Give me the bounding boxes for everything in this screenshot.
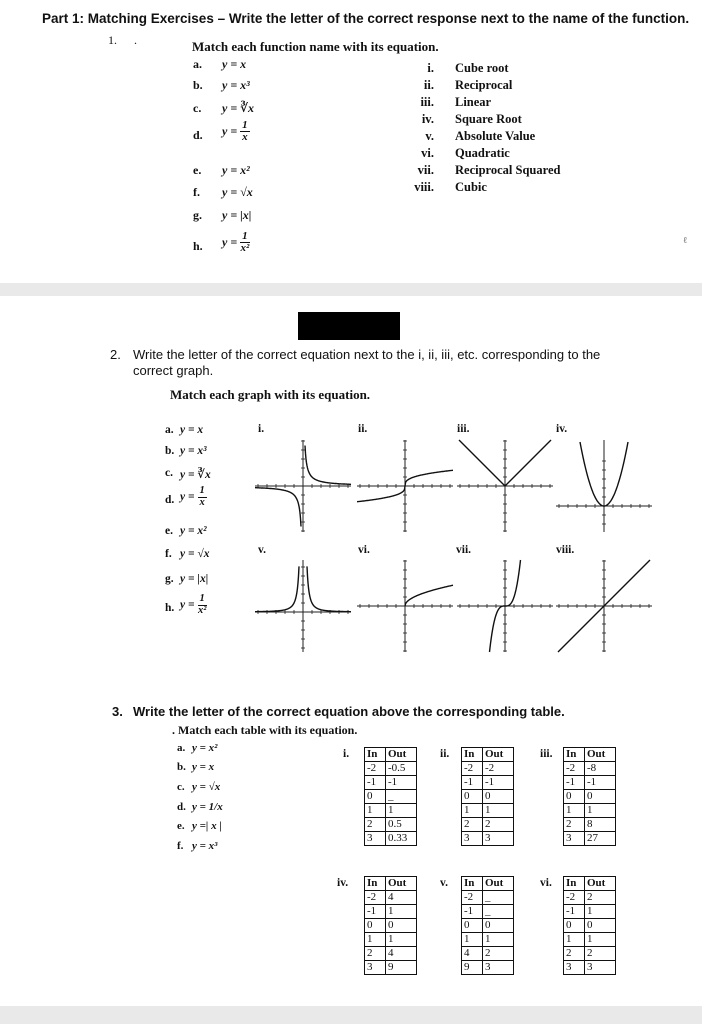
function-curve <box>255 566 299 611</box>
table-cell-in: -1 <box>462 776 483 790</box>
table-cell-out: 27 <box>585 832 616 846</box>
table-row <box>365 919 417 933</box>
equation-expression: y = x² <box>192 742 218 754</box>
question-1-instruction: Match each function name with its equation. <box>192 39 439 54</box>
equation-expression: y = 1/x <box>192 801 223 813</box>
equation-letter: e. <box>193 163 202 177</box>
table-row <box>462 933 514 947</box>
table-row <box>564 947 616 961</box>
graph-plot <box>554 558 654 654</box>
table-cell-in: 0 <box>462 790 483 804</box>
equation-letter: f. <box>193 185 200 199</box>
table-row <box>365 933 417 947</box>
fraction-denominator: x² <box>240 242 250 254</box>
equation-letter: e. <box>177 820 185 832</box>
function-name-numeral: v. <box>425 129 434 143</box>
graph-label: iii. <box>457 423 470 435</box>
equation-letter: h. <box>193 239 203 253</box>
table-cell-in: 1 <box>564 933 585 947</box>
function-name-label: Quadratic <box>455 146 510 160</box>
function-curve <box>255 488 301 527</box>
table-header-out: Out <box>483 748 514 762</box>
table-header-row <box>564 748 616 762</box>
table-header-in: In <box>365 748 386 762</box>
equation-expression: y = ∛x <box>222 101 255 115</box>
fraction-numerator: 1 <box>242 119 248 131</box>
function-name-numeral: vii. <box>417 163 434 177</box>
table-row <box>564 762 616 776</box>
function-curve <box>405 585 453 606</box>
table-row <box>365 790 417 804</box>
table-cell-out: 2 <box>483 818 514 832</box>
function-curve <box>307 566 351 611</box>
table-cell-out: 3 <box>585 961 616 975</box>
table-cell-in: -1 <box>564 776 585 790</box>
table-row <box>365 762 417 776</box>
table-header-in: In <box>564 748 585 762</box>
question-2-text-line2: correct graph. <box>133 363 214 378</box>
table-row <box>564 804 616 818</box>
function-name-numeral: vi. <box>421 146 434 160</box>
equation-fraction-expression <box>222 120 250 143</box>
graph-plot <box>253 438 353 534</box>
graph-plot <box>355 558 455 654</box>
table-cell-in: 2 <box>365 947 386 961</box>
table-cell-out: _ <box>483 891 514 905</box>
part1-header: Part 1: Matching Exercises – Write the letter of the correct response next to the name of the function. <box>42 11 690 26</box>
graph-label: i. <box>258 423 265 435</box>
table-row <box>462 919 514 933</box>
fraction-numerator: 1 <box>199 485 205 496</box>
fraction-denominator: x <box>242 131 248 143</box>
data-table <box>563 876 616 975</box>
data-table <box>461 876 514 975</box>
graph-plot <box>455 558 555 654</box>
table-cell-in: -2 <box>365 891 386 905</box>
table-header-row <box>462 748 514 762</box>
table-cell-in: -1 <box>365 905 386 919</box>
fraction <box>198 486 207 508</box>
equation-expression: y = x² <box>222 163 250 177</box>
function-curve <box>305 446 351 485</box>
table-cell-in: 0 <box>564 919 585 933</box>
function-name-label: Absolute Value <box>455 129 536 143</box>
fraction <box>240 120 250 143</box>
equation-expression: y = x³ <box>180 445 207 457</box>
table-cell-out: 0 <box>483 919 514 933</box>
table-cell-in: 0 <box>564 790 585 804</box>
equation-expression: y = √x <box>222 185 253 199</box>
table-cell-out: 0.5 <box>386 818 417 832</box>
table-cell-out: 3 <box>483 961 514 975</box>
table-cell-in: 1 <box>564 804 585 818</box>
fraction <box>198 594 207 616</box>
table-cell-out: -1 <box>483 776 514 790</box>
table-cell-in: 1 <box>365 933 386 947</box>
equation-letter: c. <box>193 101 202 115</box>
table-cell-out: 8 <box>585 818 616 832</box>
table-cell-in: 0 <box>462 919 483 933</box>
table-cell-out: 0.33 <box>386 832 417 846</box>
table-row <box>564 790 616 804</box>
equation-letter: a. <box>165 424 174 436</box>
equation-letter: a. <box>193 57 202 71</box>
table-row <box>365 961 417 975</box>
table-cell-in: 0 <box>365 790 386 804</box>
fraction-denominator: x <box>199 496 205 508</box>
graph-label: vi. <box>358 544 370 556</box>
table-cell-in: 3 <box>365 832 386 846</box>
table-header-row <box>365 748 417 762</box>
table-cell-out: 0 <box>585 790 616 804</box>
equation-expression: y = √x <box>180 548 210 560</box>
graph-label: iv. <box>556 423 568 435</box>
table-header-row <box>365 877 417 891</box>
table-label: iii. <box>540 748 553 760</box>
table-cell-out: _ <box>386 790 417 804</box>
table-header-out: Out <box>386 877 417 891</box>
table-row <box>564 905 616 919</box>
table-label: i. <box>343 748 350 760</box>
page-bottom-band <box>0 1006 702 1024</box>
data-table <box>364 876 417 975</box>
table-cell-out: 1 <box>585 804 616 818</box>
function-name-numeral: ii. <box>423 78 434 92</box>
table-label: v. <box>440 877 448 889</box>
equation-letter: b. <box>177 761 186 773</box>
table-cell-out: 4 <box>386 891 417 905</box>
question-2-instruction: Match each graph with its equation. <box>170 387 371 402</box>
table-cell-out: 1 <box>386 804 417 818</box>
question-2-text-line1: Write the letter of the correct equation next to the i, ii, iii, etc. corresponding to the <box>133 347 601 362</box>
equation-expression: y = x³ <box>222 78 250 92</box>
equation-letter: d. <box>165 494 175 506</box>
equation-expression: y = |x| <box>222 208 252 222</box>
question-2-number: 2. <box>110 347 121 362</box>
table-cell-in: 1 <box>365 804 386 818</box>
table-row <box>462 947 514 961</box>
table-cell-in: 1 <box>462 933 483 947</box>
table-cell-in: -1 <box>564 905 585 919</box>
equation-prefix: y = <box>222 124 238 138</box>
function-name-label: Linear <box>455 95 492 109</box>
table-label: vi. <box>540 877 552 889</box>
equation-letter: b. <box>165 445 175 457</box>
equation-letter: d. <box>177 801 186 813</box>
function-name-numeral: iv. <box>421 112 434 126</box>
graph-label: vii. <box>456 544 472 556</box>
table-row <box>564 832 616 846</box>
fraction-denominator: x² <box>197 604 207 616</box>
fraction-numerator: 1 <box>199 593 205 604</box>
function-name-numeral: viii. <box>414 180 434 194</box>
function-name-label: Reciprocal Squared <box>455 163 561 177</box>
table-cell-out: 1 <box>483 804 514 818</box>
equation-fraction-expression <box>180 486 207 508</box>
equation-letter: h. <box>165 602 175 614</box>
table-cell-out: -8 <box>585 762 616 776</box>
table-cell-in: -1 <box>462 905 483 919</box>
table-cell-out: 2 <box>585 947 616 961</box>
function-name-numeral: iii. <box>420 95 434 109</box>
table-row <box>564 961 616 975</box>
table-cell-in: 3 <box>564 961 585 975</box>
table-cell-in: 3 <box>462 832 483 846</box>
table-row <box>462 818 514 832</box>
equation-letter: f. <box>177 840 184 852</box>
equation-letter: g. <box>165 573 174 585</box>
table-cell-out: -2 <box>483 762 514 776</box>
fraction <box>240 231 250 254</box>
table-cell-in: -2 <box>564 762 585 776</box>
table-cell-out: 2 <box>585 891 616 905</box>
equation-prefix: y = <box>222 235 238 249</box>
table-header-out: Out <box>483 877 514 891</box>
graph-plot <box>455 438 555 534</box>
table-row <box>365 891 417 905</box>
question-3-number: 3. <box>112 704 123 719</box>
equation-expression: y = x² <box>180 525 207 537</box>
table-label: ii. <box>440 748 450 760</box>
question-3-instruction: . Match each table with its equation. <box>172 723 358 737</box>
table-header-in: In <box>365 877 386 891</box>
graph-plot <box>253 558 353 654</box>
table-cell-out: _ <box>483 905 514 919</box>
equation-letter: c. <box>177 781 185 793</box>
table-row <box>564 933 616 947</box>
graph-label: ii. <box>358 423 368 435</box>
table-cell-out: 1 <box>483 933 514 947</box>
table-row <box>365 905 417 919</box>
table-cell-in: -2 <box>462 891 483 905</box>
table-row <box>462 905 514 919</box>
equation-prefix: y = <box>180 599 195 611</box>
table-cell-in: 3 <box>564 832 585 846</box>
table-header-row <box>462 877 514 891</box>
stray-mark: ℓ <box>683 235 688 245</box>
function-name-label: Cube root <box>455 61 509 75</box>
table-cell-out: 2 <box>483 947 514 961</box>
table-cell-out: 1 <box>386 933 417 947</box>
table-label: iv. <box>337 877 349 889</box>
equation-letter: e. <box>165 525 173 537</box>
equation-letter: b. <box>193 78 203 92</box>
table-row <box>462 762 514 776</box>
table-header-out: Out <box>585 748 616 762</box>
function-name-label: Square Root <box>455 112 522 126</box>
table-cell-out: 4 <box>386 947 417 961</box>
equation-expression: y = x <box>192 761 215 773</box>
data-table <box>461 747 514 846</box>
table-row <box>564 891 616 905</box>
table-cell-in: 1 <box>462 804 483 818</box>
table-cell-in: 9 <box>462 961 483 975</box>
table-cell-in: -1 <box>365 776 386 790</box>
table-cell-in: 2 <box>564 818 585 832</box>
equation-expression: y = x <box>222 57 247 71</box>
function-name-label: Reciprocal <box>455 78 513 92</box>
table-cell-in: -2 <box>564 891 585 905</box>
table-cell-in: 2 <box>564 947 585 961</box>
table-row <box>365 804 417 818</box>
table-cell-out: -1 <box>585 776 616 790</box>
equation-letter: c. <box>165 467 173 479</box>
table-cell-out: 1 <box>585 933 616 947</box>
table-row <box>365 818 417 832</box>
table-cell-out: 1 <box>386 905 417 919</box>
table-cell-out: 1 <box>585 905 616 919</box>
graph-plot <box>554 438 654 534</box>
graph-label: v. <box>258 544 266 556</box>
function-name-numeral: i. <box>427 61 434 75</box>
table-cell-in: 4 <box>462 947 483 961</box>
equation-letter: f. <box>165 548 172 560</box>
equation-letter: a. <box>177 742 186 754</box>
table-header-in: In <box>564 877 585 891</box>
table-row <box>462 776 514 790</box>
table-row <box>564 776 616 790</box>
table-cell-out: 0 <box>386 919 417 933</box>
redaction-bar <box>298 312 400 340</box>
table-header-out: Out <box>386 748 417 762</box>
table-cell-out: 9 <box>386 961 417 975</box>
equation-fraction-expression <box>180 594 207 616</box>
table-cell-in: -2 <box>365 762 386 776</box>
table-cell-out: -0.5 <box>386 762 417 776</box>
equation-expression: y = √x <box>192 781 221 793</box>
fraction-numerator: 1 <box>242 230 248 242</box>
table-cell-out: -1 <box>386 776 417 790</box>
table-row <box>564 919 616 933</box>
function-name-label: Cubic <box>455 180 487 194</box>
graph-plot <box>355 438 455 534</box>
equation-prefix: y = <box>180 491 195 503</box>
table-cell-in: -2 <box>462 762 483 776</box>
table-row <box>462 961 514 975</box>
table-cell-in: 2 <box>462 818 483 832</box>
question-1-number: 1. <box>108 33 117 47</box>
table-cell-out: 0 <box>483 790 514 804</box>
equation-expression: y = |x| <box>180 573 209 585</box>
table-header-in: In <box>462 748 483 762</box>
table-cell-out: 3 <box>483 832 514 846</box>
table-row <box>462 832 514 846</box>
table-cell-out: 0 <box>585 919 616 933</box>
equation-expression: y = ∛x <box>180 469 211 481</box>
question-3-text: Write the letter of the correct equation above the corresponding table. <box>133 704 565 719</box>
graph-label: viii. <box>556 544 575 556</box>
data-table <box>364 747 417 846</box>
table-row <box>365 947 417 961</box>
table-row <box>462 790 514 804</box>
equation-expression: y =| x | <box>192 820 222 832</box>
table-header-out: Out <box>585 877 616 891</box>
table-cell-in: 2 <box>365 818 386 832</box>
table-row <box>564 818 616 832</box>
equation-expression: y = x³ <box>192 840 218 852</box>
table-row <box>365 832 417 846</box>
data-table <box>563 747 616 846</box>
table-row <box>365 776 417 790</box>
table-header-in: In <box>462 877 483 891</box>
equation-fraction-expression <box>222 231 250 254</box>
table-row <box>462 891 514 905</box>
table-cell-in: 0 <box>365 919 386 933</box>
question-1-dot: . <box>134 33 137 47</box>
equation-letter: g. <box>193 208 202 222</box>
equation-letter: d. <box>193 128 203 142</box>
table-row <box>462 804 514 818</box>
table-cell-in: 3 <box>365 961 386 975</box>
table-header-row <box>564 877 616 891</box>
equation-expression: y = x <box>180 424 204 436</box>
page-separator-band <box>0 283 702 296</box>
